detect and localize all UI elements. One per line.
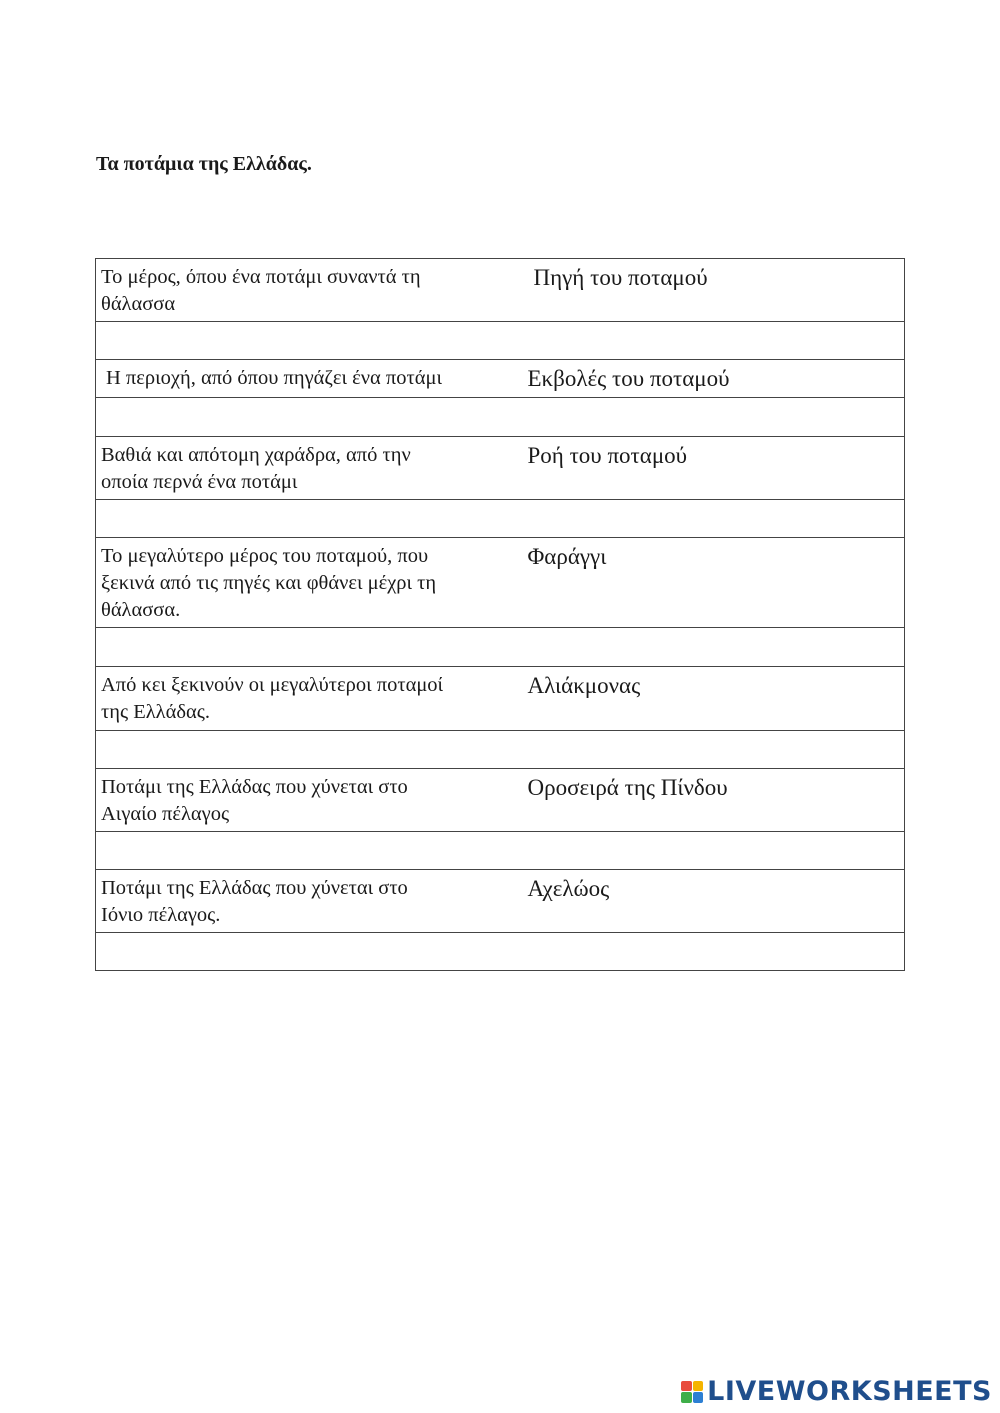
table-row: [96, 360, 905, 398]
term-text: Πηγή του ποταμού: [533, 265, 708, 290]
logo-square-green: [681, 1392, 692, 1403]
liveworksheets-logo[interactable]: [681, 1376, 992, 1407]
term-cell[interactable]: [522, 666, 905, 730]
answer-cell[interactable]: [96, 831, 905, 869]
term-cell[interactable]: [522, 360, 905, 398]
answer-row[interactable]: [96, 730, 905, 768]
matching-table: [95, 258, 905, 971]
answer-cell[interactable]: [96, 398, 905, 437]
term-cell[interactable]: [522, 538, 905, 628]
logo-square-red: [681, 1381, 692, 1392]
description-text: Ποτάμι της Ελλάδας που χύνεται στο Αιγαίο πέλαγος: [101, 775, 408, 825]
table-row: [96, 437, 905, 500]
term-text: Ροή του ποταμού: [527, 443, 688, 469]
table-row: [96, 538, 905, 628]
description-text: Το μέρος, όπου ένα ποτάμι συναντά τη θάλασσα: [101, 266, 421, 315]
term-cell[interactable]: [522, 259, 905, 322]
answer-row[interactable]: [96, 831, 905, 869]
liveworksheets-logo-icon: [681, 1381, 703, 1403]
term-cell[interactable]: [522, 869, 905, 932]
answer-row[interactable]: [96, 628, 905, 666]
term-cell[interactable]: [522, 437, 905, 500]
logo-square-yellow: [693, 1381, 704, 1392]
description-text: Το μεγαλύτερο μέρος του ποταμού, που ξεκινά από τις πηγές και φθάνει μέχρι τη θάλασσα.: [101, 545, 437, 622]
term-text: Αχελώος: [527, 875, 610, 901]
description-text: Η περιοχή, από όπου πηγάζει ένα ποτάμι: [106, 367, 442, 390]
description-cell: [96, 360, 522, 398]
description-cell: [96, 869, 522, 932]
answer-row[interactable]: [96, 398, 905, 437]
description-cell: [96, 437, 522, 500]
answer-cell[interactable]: [96, 500, 905, 538]
term-text: Οροσειρά της Πίνδου: [527, 774, 728, 800]
table-row: [96, 666, 905, 730]
answer-cell[interactable]: [96, 932, 905, 970]
description-cell: [96, 768, 522, 831]
description-cell: [96, 666, 522, 730]
term-cell[interactable]: [522, 768, 905, 831]
description-text: Ποτάμι της Ελλάδας που χύνεται στο Ιόνιο πέλαγος.: [101, 876, 408, 926]
table-row: [96, 768, 905, 831]
answer-row[interactable]: [96, 500, 905, 538]
table-row: [96, 869, 905, 932]
logo-square-blue: [693, 1392, 704, 1403]
answer-cell[interactable]: [96, 730, 905, 768]
description-text: Βαθιά και απότομη χαράδρα, από την οποία περνά ένα ποτάμι: [101, 444, 411, 494]
liveworksheets-logo-text: LIVEWORKSHEETS: [707, 1376, 992, 1407]
table-row: [96, 259, 905, 322]
page-title: Τα ποτάμια της Ελλάδας.: [96, 153, 312, 175]
description-cell: [96, 259, 522, 322]
description-text: Από κει ξεκινούν οι μεγαλύτεροι ποταμοί της Ελλάδας.: [101, 673, 444, 723]
answer-row[interactable]: [96, 322, 905, 360]
answer-cell[interactable]: [96, 322, 905, 360]
term-text: Εκβολές του ποταμού: [527, 366, 730, 392]
term-text: Φαράγγι: [527, 544, 607, 570]
answer-cell[interactable]: [96, 628, 905, 666]
description-cell: [96, 538, 522, 628]
answer-row[interactable]: [96, 932, 905, 970]
term-text: Αλιάκμονας: [527, 672, 641, 698]
